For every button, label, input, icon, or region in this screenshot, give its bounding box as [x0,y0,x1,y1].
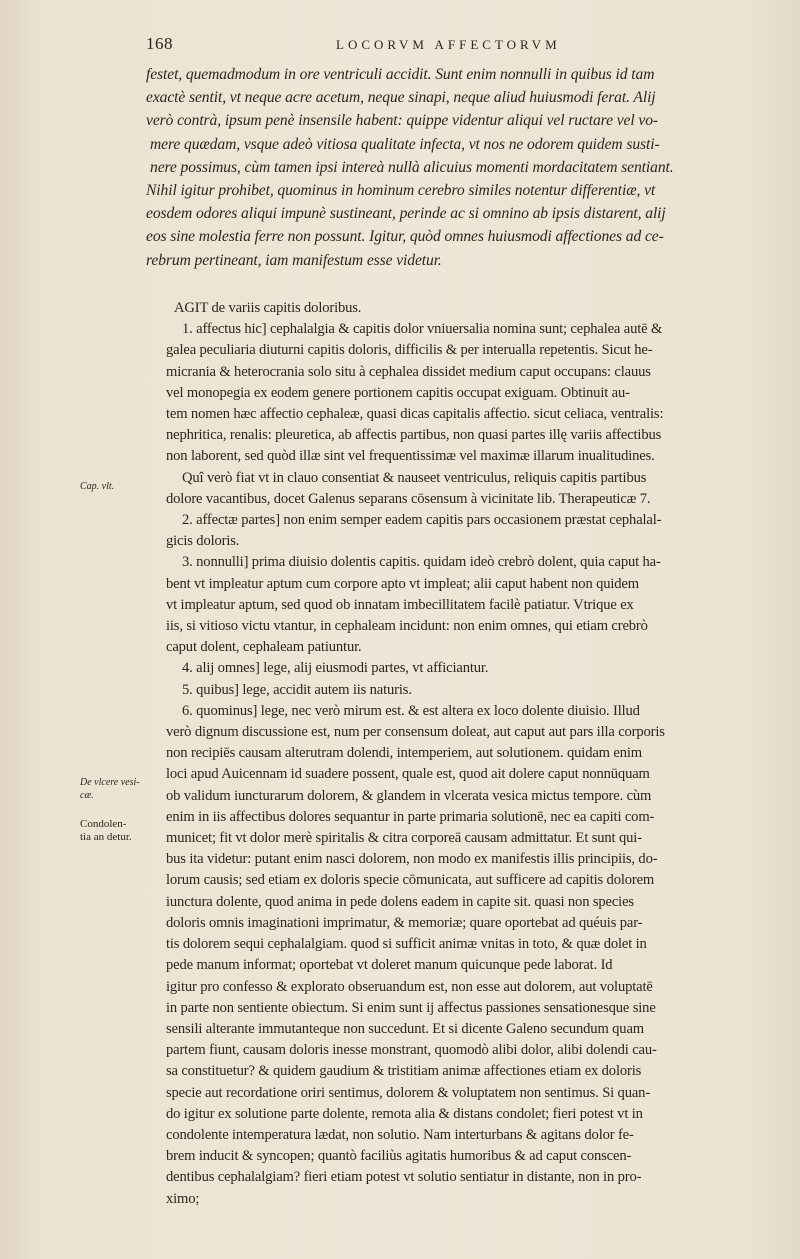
text-line: condolente intemperatura lædat, non solutio. Nam interturbans & agitans dolor fe- [166,1126,634,1143]
text-line: mere quædam, vsque adeò vitiosa qualitate infecta, vt nos ne odorem quidem susti- [150,135,660,153]
text-line: tem nomen hæc affectio cephaleæ, quasi dicas capitalis affectio. sicut celiaca, ventralis: [166,406,664,423]
text-line: dentibus cephalalgiam? fieri etiam potest vt solutio sentiatur in distante, non in pro- [166,1169,642,1186]
text-line: sa constituetur? & quidem gaudium & tristitiam animæ affectiones etiam ex doloris [166,1063,642,1080]
page-header [146,34,758,56]
commentary-block [166,298,772,1210]
margin-note-de-vlcere [80,776,150,802]
text-line: lorum causis; sed etiam ex doloris specie cōmunicata, aut sufficere ad capitis dolorem [166,872,655,889]
margin-note-line: Condolen- [80,818,127,830]
main-text-italic [146,63,772,272]
text-line: pede manum informat; oportebat vt doleret manum quicunque pede laborat. Id [166,957,613,974]
text-line: non recipiēs causam alterutram dolendi, intemperiem, aut solutionem. quidam enim [166,745,642,762]
page-number: 168 [146,34,173,53]
text-line: ximo; [166,1190,200,1207]
text-line: Nihil igitur prohibet, quominus in hominum cerebro similes notentur differentiæ, vt [146,182,656,200]
text-line: in parte non sentiente obiectum. Si enim sunt ij affectus passiones sensationesque sine [166,999,656,1016]
margin-note-condolentia [80,818,150,844]
text-line: nere possimus, cùm tamen ipsi intereà nullà alicuius momenti mordacitatem sentiant. [150,158,674,176]
text-line: vel monopegia ex eodem genere portionem capitis occupat exiguam. Obtinuit au- [166,384,630,401]
text-line: 5. quibus] lege, accidit autem iis naturis. [182,681,412,698]
commentary-heading: AGIT de variis capitis doloribus. [174,300,362,316]
text-line: bus ita videtur: putant enim nasci dolorem, non modo ex manifestis illis principiis, do- [166,851,658,868]
text-line: bent vt impleatur aptum cum corpore apto vt impleat; alii caput habent non quidem [166,575,639,592]
text-line: iis, si vitioso victu vtantur, in cephaleam incidunt: non enim omnes, qui etiam crebrò [166,618,648,635]
text-line: eos sine molestia ferre non possunt. Igitur, quòd omnes huiusmodi affectiones ad ce- [146,228,664,246]
text-line: vt impleatur aptum, sed quod ob innatam imbecillitatem facilè patiatur. Vtrique ex [166,596,634,613]
text-line: 4. alij omnes] lege, alij eiusmodi partes, vt afficiantur. [182,660,489,677]
margin-note-line: tia an detur. [80,831,132,843]
text-line: iunctura dolente, quod anima in pede dolens eadem in capite sit. quasi non species [166,893,634,910]
text-line: micrania & heterocrania solo situ à cephalea dissidet medium caput occupans: clauus [166,363,651,380]
text-line: caput dolent, cephaleam patiuntur. [166,639,362,656]
margin-note-cap-vlt: Cap. vlt. [80,481,115,492]
margin-note-line: cæ. [80,790,94,801]
text-line: verò contrà, ipsum penè insensile habent: quippe videntur aliqui vel ructare vel vo- [146,112,658,130]
text-line: dolore vacantibus, docet Galenus separans cōsensum à vicinitate lib. Therapeuticæ 7. [166,490,651,507]
text-line: specie aut recordatione oriri sentimus, dolorem & voluptatem non sentimus. Si quan- [166,1084,651,1101]
text-line: sensili alterante immutanteque non succedunt. Et si dicente Galeno secundum quam [166,1020,644,1037]
text-line: tis dolorem sequi cephalalgiam. quod si sufficit animæ vnitas in toto, & quæ dolet in [166,936,647,953]
text-line: partem fiunt, causam doloris inesse monstrant, quomodò alibi dolor, alibi dolendi cau- [166,1042,657,1059]
text-line: 1. affectus hic] cephalalgia & capitis dolor vniuersalia nomina sunt; cephalea autē & [182,321,663,338]
text-line: eosdem odores aliqui impunè sustineant, perinde ac si omnino ab ipsis distarent, alij [146,205,666,223]
text-line: exactè sentit, vt neque acre acetum, neque sinapi, neque aliud huiusmodi ferat. Alij [146,89,656,107]
text-line: loci apud Auicennam id suadere possent, quale est, quod ait dolere caput nonnūquam [166,766,650,783]
text-line: 3. nonnulli] prima diuisio dolentis capitis. quidam ideò crebrò dolent, quia caput ha- [182,554,661,571]
text-line: 6. quominus] lege, nec verò mirum est. & est altera ex loco dolente diuisio. Illud [182,702,640,719]
text-line: festet, quemadmodum in ore ventriculi accidit. Sunt enim nonnulli in quibus id tam [146,66,655,83]
running-head: LOCORVM AFFECTORVM [336,37,561,52]
text-line: brem inducit & syncopen; quantò faciliùs agitatis humoribus & ad caput conscen- [166,1148,632,1165]
text-line: non laborent, sed quòd illæ sint vel frequentissimæ vel maximæ illarum inualitudines. [166,448,655,465]
text-line: Quî verò fiat vt in clauo consentiat & nauseet ventriculus, reliquis capitis partibus [182,469,647,486]
text-line: enim in iis affectibus dolores sequantur in parte primaria solutionē, nec ea capiti com- [166,808,655,825]
margin-note-line: De vlcere vesi- [80,777,140,788]
text-line: nephritica, renalis: pleuretica, ab affectis partibus, non quasi partes illę variis affectibus [166,427,662,444]
text-line: rebrum pertineant, iam manifestum esse videtur. [146,251,442,269]
text-line: 2. affectæ partes] non enim semper eadem capitis pars occasionem præstat cephalal- [182,512,662,529]
text-line: ob validum iuncturarum dolorem, & glandem in vlcerata vesica mictus tempore. cùm [166,787,652,804]
text-line: do igitur ex solutione parte dolente, remota alia & distans condolet; fieri potest vt in [166,1105,643,1122]
text-line: galea peculiaria diuturni capitis doloris, difficilis & per interualla repetentis. Sicut he- [166,342,653,359]
text-line: verò dignum discussione est, num per consensum doleat, aut caput aut pars illa corporis [166,724,665,741]
text-line: gicis doloris. [166,533,240,550]
text-line: doloris omnis imaginationi imprimatur, & memoriæ; quare oportebat ad quéuis par- [166,914,643,931]
text-line: igitur pro confesso & explorato obseruandum est, non esse aut dolorem, aut voluptatē [166,978,653,995]
text-line: municet; fit vt dolor merè spiritalis & citra corporeā causam admittatur. Et sunt qui- [166,830,642,847]
